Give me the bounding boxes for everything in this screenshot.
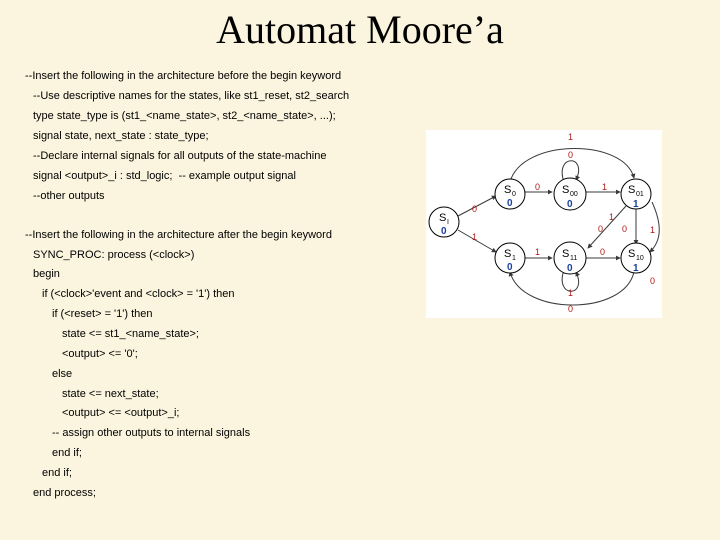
transition-label: 0 [568,150,574,160]
state-sub: 00 [570,191,578,198]
code-line: end if; [52,447,82,459]
code-line: <output> <= <output>_i; [62,407,180,419]
transition-label: 1 [609,212,615,222]
transition-label: 0 [600,247,606,257]
state-output: 0 [441,226,447,237]
state-output: 0 [567,199,573,210]
code-line: begin [33,268,60,280]
state-name: S [504,184,512,196]
code-line: state <= next_state; [62,388,159,400]
state-name: S [628,184,636,196]
code-line: -- assign other outputs to internal signals [52,427,251,439]
code-line: --Insert the following in the architecture before the begin keyword [25,70,342,82]
transition-label: 1 [568,288,574,298]
code-line: if (<clock>'event and <clock> = '1') then [42,288,235,300]
state-name: S [562,184,570,196]
state-name: S [562,248,570,260]
code-line: <output> <= '0'; [62,348,138,360]
state-output: 1 [633,199,639,210]
edge-s01-s11 [588,206,626,248]
state-output: 0 [507,198,513,209]
code-line: if (<reset> = '1') then [52,308,153,320]
code-line: --Use descriptive names for the states, like st1_reset, st2_search [33,90,350,102]
code-line: else [52,368,73,380]
state-sub: 0 [512,191,516,198]
state-sub: 10 [636,255,644,262]
state-output: 0 [507,262,513,273]
slide-title: Automat Moore’a [216,7,504,52]
transition-label: 0 [622,224,628,234]
transition-label: 0 [650,276,656,286]
state-s0 [495,179,525,209]
code-line: --Insert the following in the architecture after the begin keyword [25,229,332,241]
transition-edges [458,148,659,305]
transition-label: 1 [568,132,574,142]
code-line: --other outputs [33,190,105,202]
transition-label: 0 [598,224,604,234]
state-s10 [621,243,651,274]
state-s1 [495,243,525,273]
code-line: signal <output>_i : std_logic; -- example output signal [33,170,296,182]
transition-label: 1 [602,182,608,192]
code-line: end process; [33,487,96,499]
state-name: S [439,212,447,224]
code-line: end if; [42,467,72,479]
transition-label: 0 [535,182,541,192]
state-output: 1 [633,263,639,274]
transition-label: 0 [568,304,574,314]
state-diagram [426,130,662,318]
state-s00 [554,178,586,210]
code-line: SYNC_PROC: process (<clock>) [33,249,195,261]
state-s01 [621,179,651,210]
state-s11 [554,242,586,274]
code-line: --Declare internal signals for all outputs of the state-machine [33,150,327,162]
transition-label: 1 [650,225,656,235]
code-line: signal state, next_state : state_type; [33,130,209,142]
state-name: S [628,248,636,260]
state-sub: I [447,219,449,226]
transition-label: 1 [535,247,541,257]
state-sub: 01 [636,191,644,198]
state-output: 0 [567,263,573,274]
code-line: type state_type is (st1_<name_state>, st2_<name_state>, ...); [33,110,336,122]
transition-label: 0 [472,204,478,214]
code-line: state <= st1_<name_state>; [62,328,199,340]
state-name: S [504,248,512,260]
state-sub: 1 [512,255,516,262]
state-sub: 11 [570,255,578,262]
transition-label: 1 [472,232,478,242]
state-diagram-svg [426,130,662,318]
state-si [429,207,459,237]
